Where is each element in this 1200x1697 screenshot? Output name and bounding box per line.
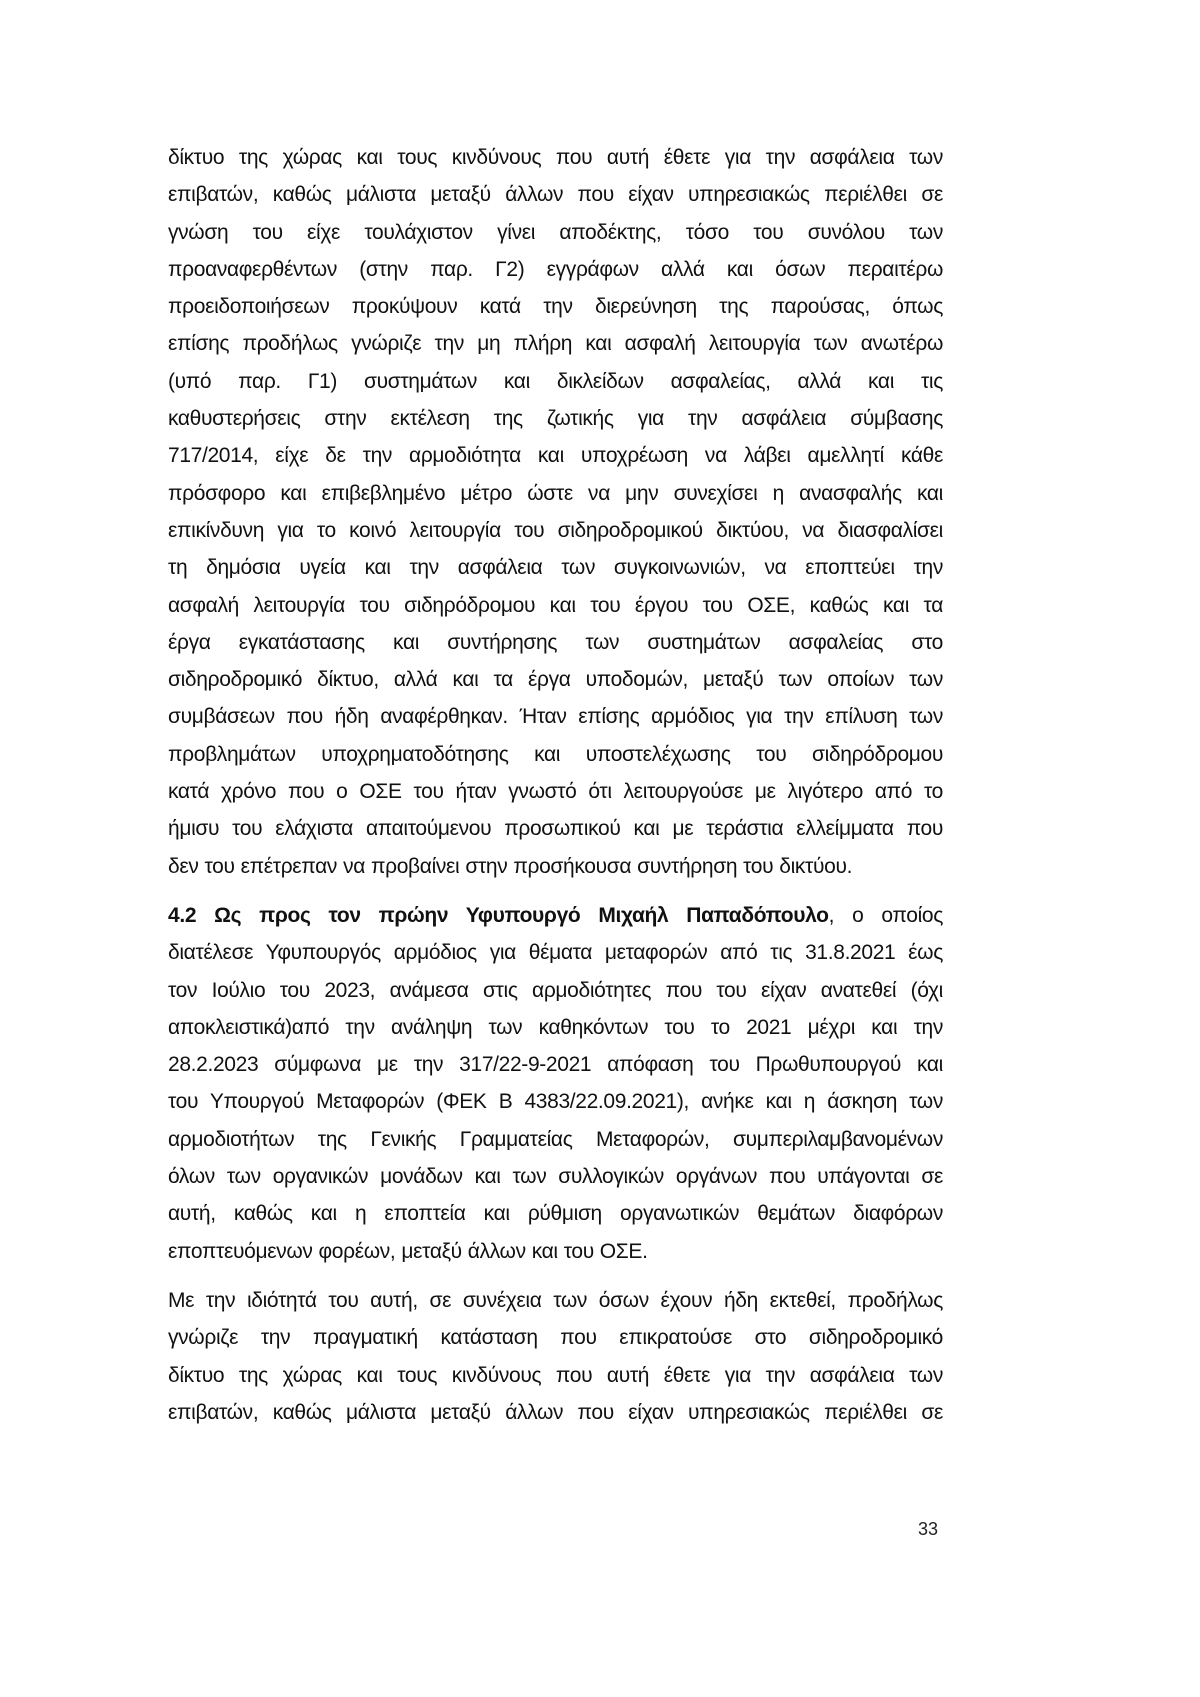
text-line: κατά χρόνο που ο ΟΣΕ του ήταν γνωστό ότι λειτουργούσε με λιγότερο από το bbox=[168, 780, 943, 804]
text-line: αυτή, καθώς και η εποπτεία και ρύθμιση οργανωτικών θεμάτων διαφόρων bbox=[168, 1202, 943, 1226]
section-heading-line bbox=[168, 897, 943, 934]
text-line: προειδοποιήσεων προκύψουν κατά την διερεύνηση της παρούσας, όπως bbox=[168, 295, 943, 319]
text-line: προαναφερθέντων (στην παρ. Γ2) εγγράφων αλλά και όσων περαιτέρω bbox=[168, 257, 943, 281]
text-line: πρόσφορο και επιβεβλημένο μέτρο ώστε να μην συνεχίσει η ανασφαλής και bbox=[168, 481, 943, 505]
paragraph-capacity bbox=[168, 1282, 943, 1431]
text-line: επιβατών, καθώς μάλιστα μεταξύ άλλων που είχαν υπηρεσιακώς περιέλθει σε bbox=[168, 1400, 943, 1424]
text-line: επιβατών, καθώς μάλιστα μεταξύ άλλων που είχαν υπηρεσιακώς περιέλθει σε bbox=[168, 183, 943, 207]
text-line: αποκλειστικά)από την ανάληψη των καθηκόντων του το 2021 μέχρι και την bbox=[168, 1015, 943, 1039]
text-line: γνώση του είχε τουλάχιστον γίνει αποδέκτης, τόσο του συνόλου των bbox=[168, 220, 943, 244]
paragraph-continuation bbox=[168, 139, 943, 885]
text-line: του Υπουργού Μεταφορών (ΦΕΚ Β 4383/22.09.2021), ανήκε και η άσκηση των bbox=[168, 1090, 943, 1114]
text-line: ήμισυ του ελάχιστα απαιτούμενου προσωπικού και με τεράστια ελλείμματα που bbox=[168, 817, 943, 841]
text-line: Με την ιδιότητά του αυτή, σε συνέχεια των όσων έχουν ήδη εκτεθεί, προδήλως bbox=[168, 1288, 943, 1312]
text-line: διατέλεσε Υφυπουργός αρμόδιος για θέματα μεταφορών από τις 31.8.2021 έως bbox=[168, 941, 943, 965]
text-line: 28.2.2023 σύμφωνα με την 317/22-9-2021 απόφαση του Πρωθυπουργού και bbox=[168, 1053, 943, 1077]
section-heading: 4.2 Ως προς τον πρώην Υφυπουργό Μιχαήλ Παπαδόπουλο bbox=[168, 903, 829, 927]
page-number: 33 bbox=[918, 1519, 939, 1539]
text-line: προβλημάτων υποχρηματοδότησης και υποστελέχωσης του σιδηρόδρομου bbox=[168, 742, 943, 766]
text-line: καθυστερήσεις στην εκτέλεση της ζωτικής για την ασφάλεια σύμβασης bbox=[168, 407, 943, 431]
text-line: (υπό παρ. Γ1) συστημάτων και δικλείδων ασφαλείας, αλλά και τις bbox=[168, 369, 943, 393]
section-heading-tail: , ο οποίος bbox=[828, 903, 944, 927]
text-line: τον Ιούλιο του 2023, ανάμεσα στις αρμοδιότητες που του είχαν ανατεθεί (όχι bbox=[168, 978, 943, 1002]
text-line: ασφαλή λειτουργία του σιδηρόδρομου και του έργου του ΟΣΕ, καθώς και τα bbox=[168, 593, 943, 617]
text-line: όλων των οργανικών μονάδων και των συλλογικών οργάνων που υπάγονται σε bbox=[168, 1165, 943, 1189]
text-line: δίκτυο της χώρας και τους κινδύνους που αυτή έθετε για την ασφάλεια των bbox=[168, 146, 943, 169]
text-line: γνώριζε την πραγματική κατάσταση που επικρατούσε στο σιδηροδρομικό bbox=[168, 1326, 943, 1350]
text-line: έργα εγκατάστασης και συντήρησης των συστημάτων ασφαλείας στο bbox=[168, 630, 943, 654]
text-line: αρμοδιοτήτων της Γενικής Γραμματείας Μεταφορών, συμπεριλαμβανομένων bbox=[168, 1127, 943, 1151]
text-line: 717/2014, είχε δε την αρμοδιότητα και υποχρέωση να λάβει αμελλητί κάθε bbox=[168, 444, 943, 468]
text-line: επίσης προδήλως γνώριζε την μη πλήρη και ασφαλή λειτουργία των ανωτέρω bbox=[168, 332, 943, 356]
text-line: δεν του επέτρεπαν να προβαίνει στην προσήκουσα συντήρηση του δικτύου. bbox=[168, 854, 853, 878]
text-line: τη δημόσια υγεία και την ασφάλεια των συγκοινωνιών, να εποπτεύει την bbox=[168, 556, 943, 580]
text-line: δίκτυο της χώρας και τους κινδύνους που αυτή έθετε για την ασφάλεια των bbox=[168, 1363, 943, 1387]
text-line: συμβάσεων που ήδη αναφέρθηκαν. Ήταν επίσης αρμόδιος για την επίλυση των bbox=[168, 705, 943, 729]
text-line: επικίνδυνη για το κοινό λειτουργία του σιδηροδρομικού δικτύου, να διασφαλίσει bbox=[168, 518, 943, 542]
document-page bbox=[168, 139, 943, 1431]
text-line: σιδηροδρομικό δίκτυο, αλλά και τα έργα υποδομών, μεταξύ των οποίων των bbox=[168, 668, 943, 692]
text-line: εποπτευόμενων φορέων, μεταξύ άλλων και του ΟΣΕ. bbox=[168, 1239, 648, 1263]
section-4-2 bbox=[168, 897, 943, 1270]
